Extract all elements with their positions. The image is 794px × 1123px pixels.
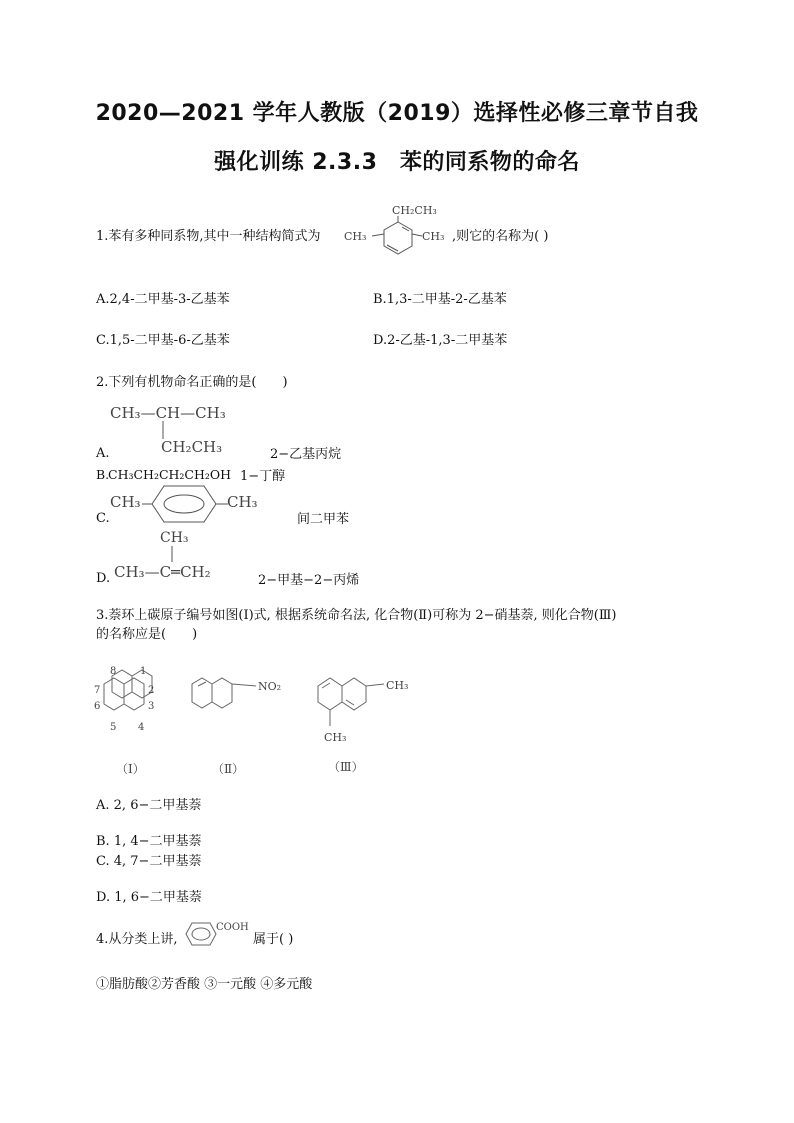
q3-option-a: A. 2, 6−二甲基萘 (96, 798, 202, 813)
q1-stem-suffix: ,则它的名称为( ) (452, 229, 549, 244)
q3-structure-3 (312, 668, 422, 748)
q3-label-3: （Ⅲ） (328, 760, 364, 774)
q4-cooh-label: COOH (216, 922, 249, 933)
q3-stem-line1: 3.萘环上碳原子编号如图(Ⅰ)式, 根据系统命名法, 化合物(Ⅱ)可称为 2−硝基萘, 则化合物(Ⅲ) (96, 608, 617, 623)
q2-c-right: CH₃ (227, 493, 258, 511)
q2-a-name: 2−乙基丙烷 (270, 447, 342, 462)
q3-option-c: C. 4, 7−二甲基萘 (96, 854, 202, 869)
q3-label-2: （Ⅱ） (212, 762, 245, 776)
q2-b-letter: B. (96, 467, 110, 482)
q3-stem-line2: 的名称应是( ) (96, 627, 198, 642)
q2-c-name: 间二甲苯 (297, 512, 350, 527)
q4-stem-prefix: 4.从分类上讲, (96, 932, 178, 947)
q1-structure-diagram (344, 200, 454, 262)
q3-num-3: 3 (148, 701, 155, 712)
q1-struct-left: CH₃ (344, 230, 367, 243)
q3-option-b: B. 1, 4−二甲基萘 (96, 834, 202, 849)
q1-option-a: A.2,4-二甲基-3-乙基苯 (96, 292, 230, 307)
q3-structure-1 (90, 660, 170, 740)
q2-a-struct-line2: CH₂CH₃ (161, 438, 223, 456)
document-title-line1: 2020—2021 学年人教版（2019）选择性必修三章节自我 (95, 101, 699, 126)
q1-struct-right: CH₃ (422, 230, 445, 243)
q3-ch3-bottom: CH₃ (324, 731, 347, 744)
q2-a-bond (160, 421, 166, 439)
q2-a-struct-line1: CH₃—CH—CH₃ (110, 404, 226, 422)
q2-c-letter: C. (96, 511, 110, 526)
q3-num-7: 7 (94, 685, 101, 696)
q3-num-1: 1 (140, 666, 147, 677)
q3-num-4: 4 (138, 722, 145, 733)
q3-num-2: 2 (148, 685, 155, 696)
q2-b-name: 1−丁醇 (240, 469, 286, 484)
q1-option-d: D.2-乙基-1,3-二甲基苯 (373, 333, 508, 348)
q3-ch3-right: CH₃ (386, 679, 409, 692)
q2-d-letter: D. (96, 571, 111, 586)
q1-option-c: C.1,5-二甲基-6-乙基苯 (96, 333, 230, 348)
q3-num-5: 5 (110, 722, 117, 733)
q4-choices: ①脂肪酸②芳香酸 ③一元酸 ④多元酸 (96, 977, 313, 992)
q2-d-bond (169, 546, 175, 562)
q2-stem: 2.下列有机物命名正确的是( ) (96, 375, 288, 390)
q2-a-letter: A. (96, 446, 110, 461)
q4-benzene-ring (184, 920, 220, 950)
q3-no2-label: NO₂ (258, 680, 282, 693)
q2-d-name: 2−甲基−2−丙烯 (258, 573, 360, 588)
q3-structure-2 (186, 672, 296, 722)
q3-option-d: D. 1, 6−二甲基萘 (96, 890, 202, 905)
q1-benzene-ring (372, 216, 422, 254)
q1-struct-top: CH₂CH₃ (392, 204, 437, 217)
q3-num-6: 6 (94, 701, 101, 712)
q2-c-benzene-ring (142, 484, 232, 524)
q3-label-1: （Ⅰ） (116, 762, 145, 776)
document-title-line2: 强化训练 2.3.3 苯的同系物的命名 (214, 150, 580, 175)
q2-d-struct: CH₃—C═CH₂ (114, 563, 211, 581)
q1-stem-prefix: 1.苯有多种同系物,其中一种结构简式为 (96, 229, 321, 244)
q2-d-top: CH₃ (160, 530, 189, 546)
q4-stem-suffix: 属于( ) (253, 932, 294, 947)
q2-c-left: CH₃ (110, 493, 141, 511)
q3-num-8: 8 (110, 666, 117, 677)
q1-option-b: B.1,3-二甲基-2-乙基苯 (373, 292, 507, 307)
q2-b-formula: CH₃CH₂CH₂CH₂OH (108, 467, 232, 482)
